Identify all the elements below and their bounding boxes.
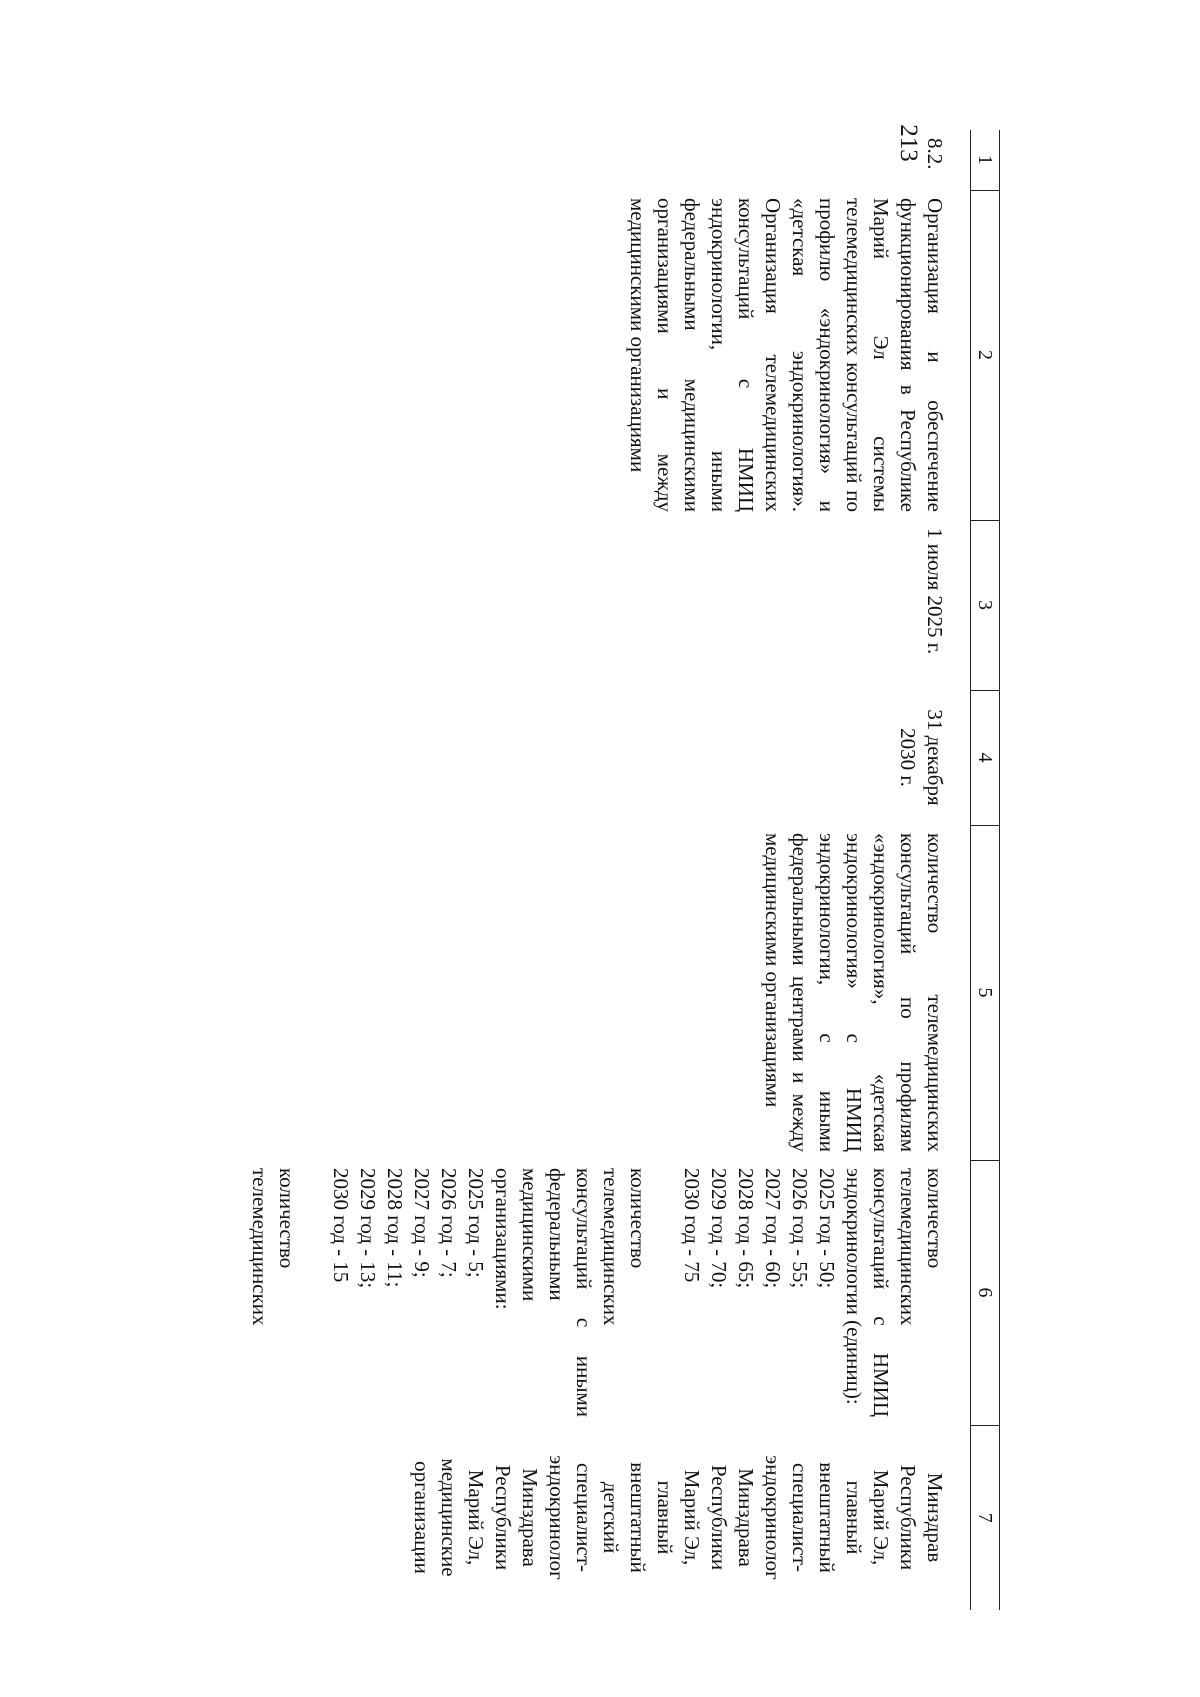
indicator-2-year-2029: 2029 год - 13; bbox=[356, 1168, 380, 1289]
column-number-6: 6 bbox=[971, 1160, 1000, 1425]
responsible-entry: медицинские организации bbox=[410, 1458, 461, 1577]
indicator-2-year-2027: 2027 год - 9; bbox=[410, 1168, 434, 1278]
indicator-2-year-2030: 2030 год - 15 bbox=[329, 1168, 353, 1283]
indicator-1-title: количество телемедицинских консультаций с НМИЦ эндокринологии (единиц): bbox=[842, 1168, 947, 1417]
spacer bbox=[651, 1168, 678, 1417]
indicator-2-year-2028: 2028 год - 11; bbox=[383, 1168, 407, 1288]
indicator-2-year-2026: 2026 год - 7; bbox=[437, 1168, 461, 1278]
spacer bbox=[300, 1168, 327, 1417]
end-date: 31 декабря 2030 г. bbox=[896, 709, 947, 806]
column-number-5: 5 bbox=[971, 825, 1000, 1160]
expected-result: количество телемедицинских консультаций по профилям «эндокринология», «детская эндокринология» с НМИЦ эндокринологии, с иными федеральными центрами и между медицинскими организациями bbox=[761, 833, 947, 1152]
responsible-entry: главный внештатный детский специалист-эндокринолог Минздрава Республики Марий Эл, bbox=[464, 1455, 677, 1580]
indicator-3-title: количество телемедицинских bbox=[248, 1168, 299, 1326]
table-row bbox=[246, 130, 971, 1610]
header-row bbox=[971, 130, 1000, 1610]
indicators-cell bbox=[246, 1160, 971, 1425]
responsible-entry: Минздрав Республики Марий Эл, bbox=[869, 1464, 947, 1571]
rotated-table-container bbox=[210, 130, 1000, 1610]
column-number-3: 3 bbox=[971, 520, 1000, 690]
indicator-1-year-2028: 2028 год - 65; bbox=[734, 1168, 758, 1289]
indicator-1-year-2025: 2025 год - 50; bbox=[815, 1168, 839, 1289]
row-number: 8.2. bbox=[923, 138, 947, 170]
indicator-1-year-2027: 2027 год - 60; bbox=[761, 1168, 785, 1289]
plan-table bbox=[246, 130, 1000, 1610]
responsible-cell bbox=[246, 1425, 971, 1610]
indicator-1-year-2030: 2030 год - 75 bbox=[680, 1168, 704, 1283]
column-number-4: 4 bbox=[971, 690, 1000, 825]
indicator-2-year-2025: 2025 год - 5; bbox=[464, 1168, 488, 1278]
indicator-2-title: количество телемедицинских консультаций с иными федеральными медицинскими организациями: bbox=[491, 1168, 650, 1417]
measure-description: Организация и обеспечение функционирования в Республике Марий Эл системы телемедицинских консультаций по профилю «эндокринология» и «детская эндокринология». Организация телемедицинских консультаций с НМИЦ эндокринологии, иными федеральными медицинскими организациями и между медицинскими организациями bbox=[626, 198, 947, 512]
indicator-1-year-2026: 2026 год - 55; bbox=[788, 1168, 812, 1289]
start-date: 1 июля 2025 г. bbox=[923, 528, 947, 655]
column-number-2: 2 bbox=[971, 190, 1000, 520]
column-number-1: 1 bbox=[971, 130, 1000, 190]
page-number: 213 bbox=[895, 124, 922, 162]
indicator-1-year-2029: 2029 год - 70; bbox=[707, 1168, 731, 1289]
column-number-7: 7 bbox=[971, 1425, 1000, 1610]
responsible-entry: главный внештатный специалист-эндокринолог Минздрава Республики Марий Эл, bbox=[680, 1455, 866, 1580]
